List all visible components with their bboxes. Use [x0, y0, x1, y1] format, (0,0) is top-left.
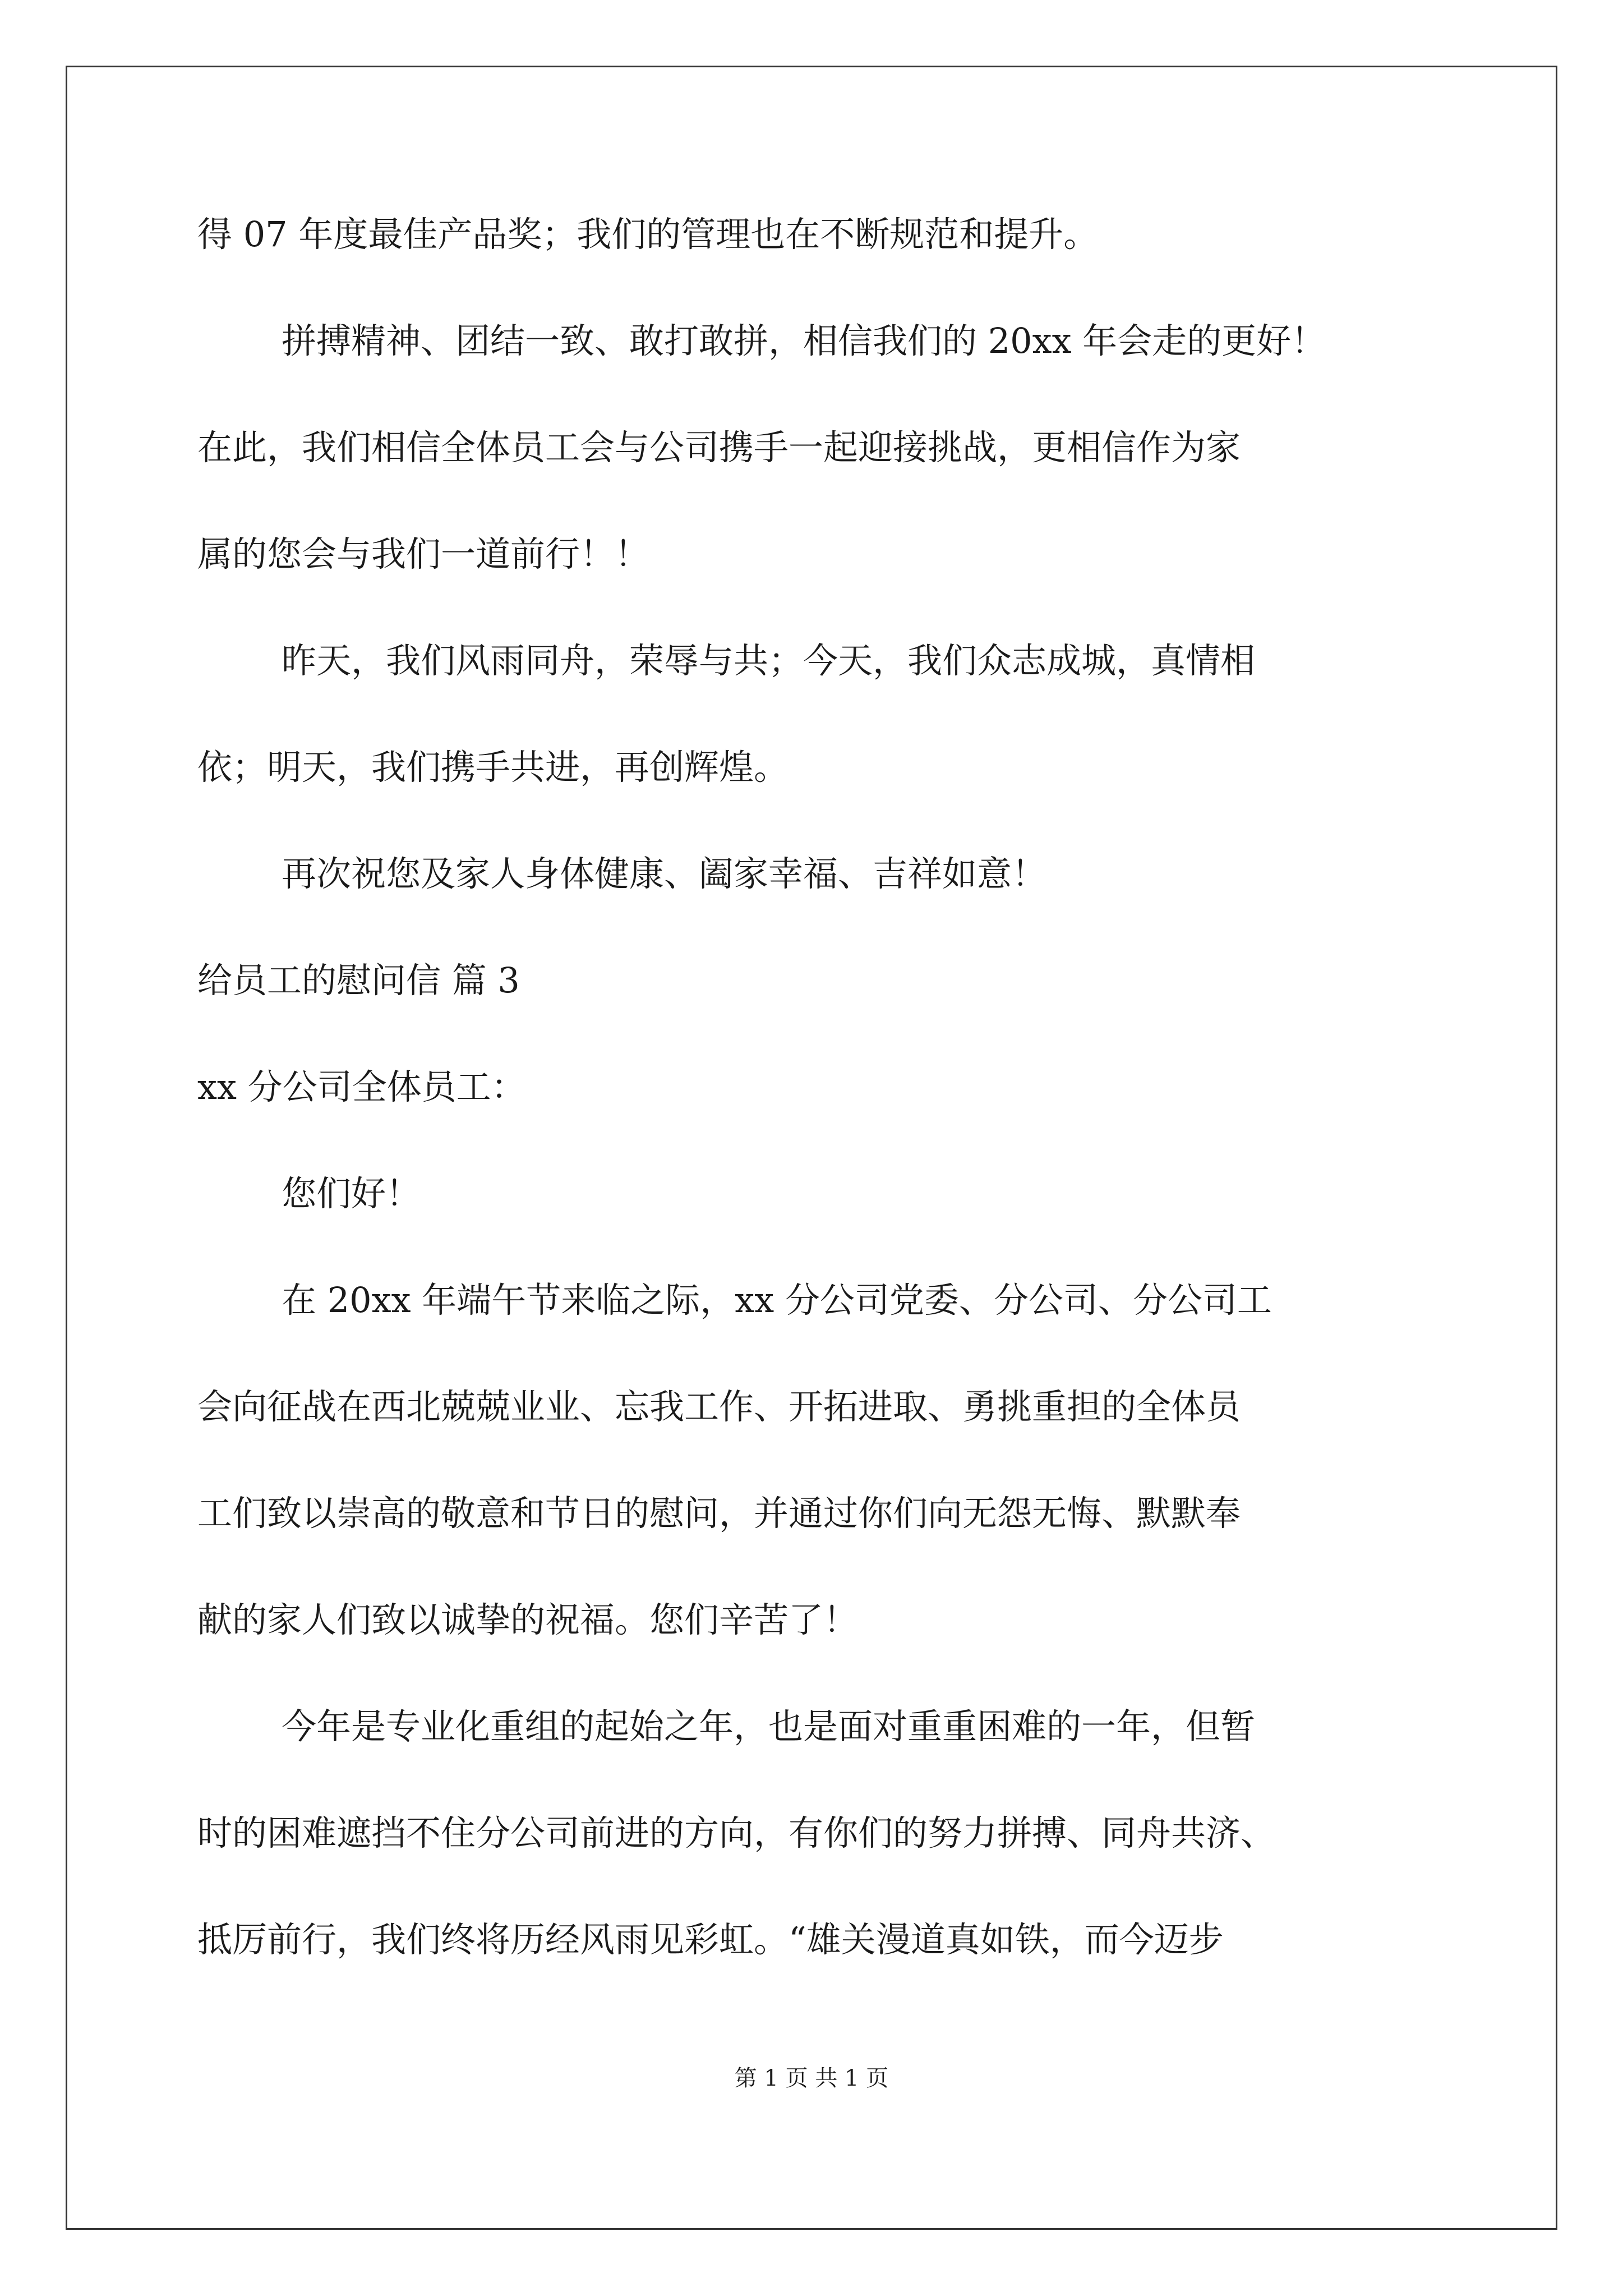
text-line: 时的困难遮挡不住分公司前进的方向，有你们的努力拼搏、同舟共济、	[197, 1812, 1276, 1853]
text-line: 献的家人们致以诚挚的祝福。您们辛苦了！	[197, 1599, 859, 1640]
text-line: 在此，我们相信全体员工会与公司携手一起迎接挑战，更相信作为家	[197, 427, 1241, 468]
text-line: 抵厉前行，我们终将历经风雨见彩虹。“雄关漫道真如铁，而今迈步	[197, 1919, 1224, 1960]
text-line: 再次祝您及家人身体健康、阖家幸福、吉祥如意！	[282, 853, 1047, 894]
text-line: 拼搏精神、团结一致、敢打敢拼，相信我们的 20xx 年会走的更好！	[282, 320, 1326, 361]
text-line: 今年是专业化重组的起始之年，也是面对重重困难的一年，但暂	[282, 1706, 1256, 1747]
text-line: 在 20xx 年端午节来临之际，xx 分公司党委、分公司、分公司工	[282, 1280, 1272, 1320]
text-line: 依；明天，我们携手共进，再创辉煌。	[197, 747, 789, 788]
text-line: 工们致以崇高的敬意和节日的慰问，并通过你们向无怨无悔、默默奉	[197, 1493, 1241, 1534]
text-line: 得 07 年度最佳产品奖；我们的管理也在不断规范和提升。	[197, 214, 1099, 255]
page-border	[66, 66, 1557, 2230]
text-line: 属的您会与我们一道前行！！	[197, 533, 650, 574]
page-footer: 第 1 页 共 1 页	[734, 2065, 889, 2091]
salutation: xx 分公司全体员工：	[197, 1066, 526, 1107]
text-line: 昨天，我们风雨同舟，荣辱与共；今天，我们众志成城，真情相	[282, 640, 1256, 681]
greeting: 您们好！	[282, 1173, 421, 1214]
section-heading: 给员工的慰问信 篇 3	[197, 960, 520, 1001]
text-line: 会向征战在西北兢兢业业、忘我工作、开拓进取、勇挑重担的全体员	[197, 1386, 1241, 1427]
